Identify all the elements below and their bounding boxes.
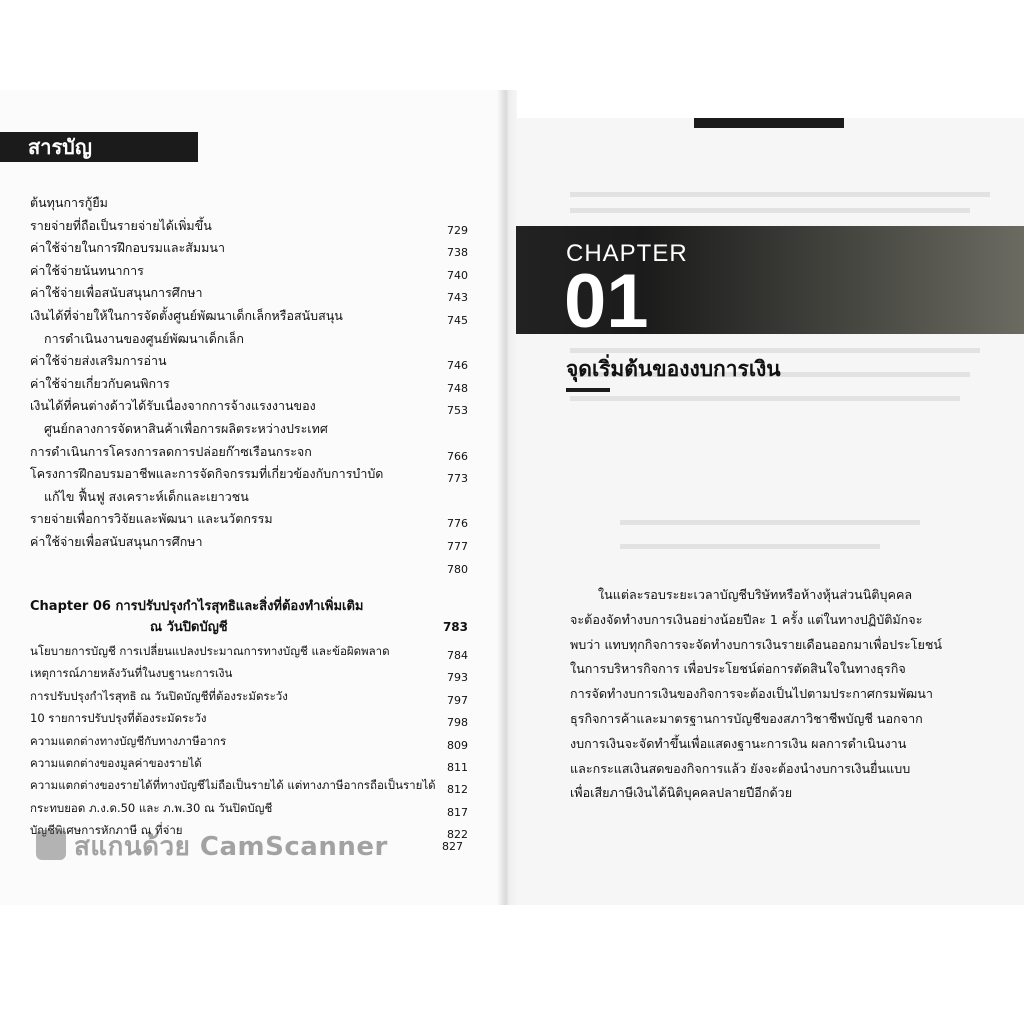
toc-header: สารบัญ [0,132,198,162]
toc-entry: ค่าใช้จ่ายเพื่อสนับสนุนการศึกษา 777 [30,533,468,553]
show-through-line [570,192,990,197]
top-edge-band [694,118,844,128]
toc-entry: ศูนย์กลางการจัดหาสินค้าเพื่อการผลิตระหว่างประเทศ [44,420,328,436]
chapter-heading-line2: ณ วันปิดบัญชี [150,620,228,635]
toc-entry: ค่าใช้จ่ายเกี่ยวกับคนพิการ 748 [30,375,468,395]
toc-entry: ค่าใช้จ่ายนันทนาการ 740 [30,262,468,282]
show-through-line [570,396,960,401]
toc-entry: เงินได้ที่คนต่างด้าวได้รับเนื่องจากการจ้างแรงงานของ 753 [30,398,468,418]
chapter-heading-line1: Chapter 06 การปรับปรุงกำไรสุทธิและสิ่งที่ต้องทำเพิ่มเติม [30,599,364,614]
paragraph-line: การจัดทำงบการเงินของกิจการจะต้องเป็นไปตามประกาศกรมพัฒนา [570,686,933,702]
toc-entry: ค่าใช้จ่ายเพื่อสนับสนุนการศึกษา 743 [30,285,468,305]
toc-entry: ต้นทุนการกู้ยืม [30,195,108,210]
toc-entry: ค่าใช้จ่ายในการฝึกอบรมและสัมมนา 738 [30,240,468,260]
camscanner-watermark: สแกนด้วย CamScanner [74,832,388,862]
paragraph-line: ในการบริหารกิจการ เพื่อประโยชน์ต่อการตัดสินใจในทางธุรกิจ [570,661,906,677]
show-through-line [620,544,880,549]
chapter-heading-page: 783 [442,620,468,634]
toc-list-chapter-6 [30,640,468,842]
paragraph-line: และกระแสเงินสดของกิจการแล้ว ยังจะต้องนำงบการเงินยื่นแบบ [570,760,911,776]
paragraph-line: ในแต่ละรอบระยะเวลาบัญชีบริษัทหรือห้างหุ้นส่วนนิติบุคคล [598,587,913,602]
toc-entry: เหตุการณ์ภายหลังวันที่ในงบฐานะการเงิน 793 [30,666,468,685]
paragraph-line: งบการเงินจะจัดทำขึ้นเพื่อแสดงฐานะการเงิน ผลการดำเนินงาน [570,735,907,751]
toc-entry: ค่าใช้จ่ายส่งเสริมการอ่าน 746 [30,353,468,373]
toc-entry: รายจ่ายเพื่อการวิจัยและพัฒนา และนวัตกรรม 776 [30,511,468,531]
toc-entry: รายจ่ายที่ถือเป็นรายจ่ายได้เพิ่มขึ้น 729 [30,217,468,237]
toc-entry: การปรับปรุงกำไรสุทธิ ณ วันปิดบัญชีที่ต้องระมัดระวัง 797 [30,688,468,707]
chapter-label: CHAPTER [566,240,688,267]
toc-entry: โครงการฝึกอบรมอาชีพและการจัดกิจกรรมที่เกี่ยวข้องกับการบำบัด 773 [30,466,468,486]
chapter-paragraph [570,583,940,806]
toc-last-page: 827 [442,840,463,853]
show-through-line [620,520,920,525]
toc-entry: ความแตกต่างของรายได้ที่ทางบัญชีไม่ถือเป็นรายได้ แต่ทางภาษีอากรถือเป็นรายได้ 812 [30,778,468,797]
show-through-line [570,208,970,213]
chapter-title: จุดเริ่มต้นของงบการเงิน [566,357,781,381]
title-underline [566,388,610,392]
toc-entry: 10 รายการปรับปรุงที่ต้องระมัดระวัง 798 [30,711,468,730]
camscanner-logo-icon [36,830,66,860]
toc-entry: การดำเนินการโครงการลดการปล่อยก๊าซเรือนกระจก 766 [30,443,468,463]
toc-entry: ความแตกต่างของมูลค่าของรายได้ 811 [30,755,468,774]
paragraph-line: พบว่า แทบทุกกิจการจะจัดทำงบการเงินรายเดือนออกมาเพื่อประโยชน์ [570,636,942,652]
paragraph-line: ธุรกิจการค้าและมาตรฐานการบัญชีของสภาวิชาชีพบัญชี นอกจาก [570,710,923,726]
paragraph-line: จะต้องจัดทำงบการเงินอย่างน้อยปีละ 1 ครั้ง แต่ในทางปฏิบัติมักจะ [570,611,923,627]
toc-entry: การดำเนินงานของศูนย์พัฒนาเด็กเล็ก [44,330,244,346]
toc-entry: นโยบายการบัญชี การเปลี่ยนแปลงประมาณการทางบัญชี และข้อผิดพลาด 784 [30,644,468,662]
toc-chapter-heading [30,596,468,638]
toc-entry: กระทบยอด ภ.ง.ด.50 และ ภ.พ.30 ณ วันปิดบัญชี 817 [30,800,468,819]
toc-list [30,192,468,576]
toc-entry: ความแตกต่างทางบัญชีกับทางภาษีอากร 809 [30,733,468,752]
toc-entry: แก้ไข ฟื้นฟู สงเคราะห์เด็กและเยาวชน [44,488,249,504]
paragraph-line: เพื่อเสียภาษีเงินได้นิติบุคคลปลายปีอีกด้วย [570,785,793,801]
toc-entry: 780 [447,562,468,576]
book-gutter [497,90,517,905]
toc-entry: บัญชีพิเศษการหักภาษี ณ ที่จ่าย 822 [30,823,468,842]
chapter-number: 01 [564,259,649,344]
toc-entry: เงินได้ที่จ่ายให้ในการจัดตั้งศูนย์พัฒนาเด็กเล็กหรือสนับสนุน 745 [30,307,468,327]
